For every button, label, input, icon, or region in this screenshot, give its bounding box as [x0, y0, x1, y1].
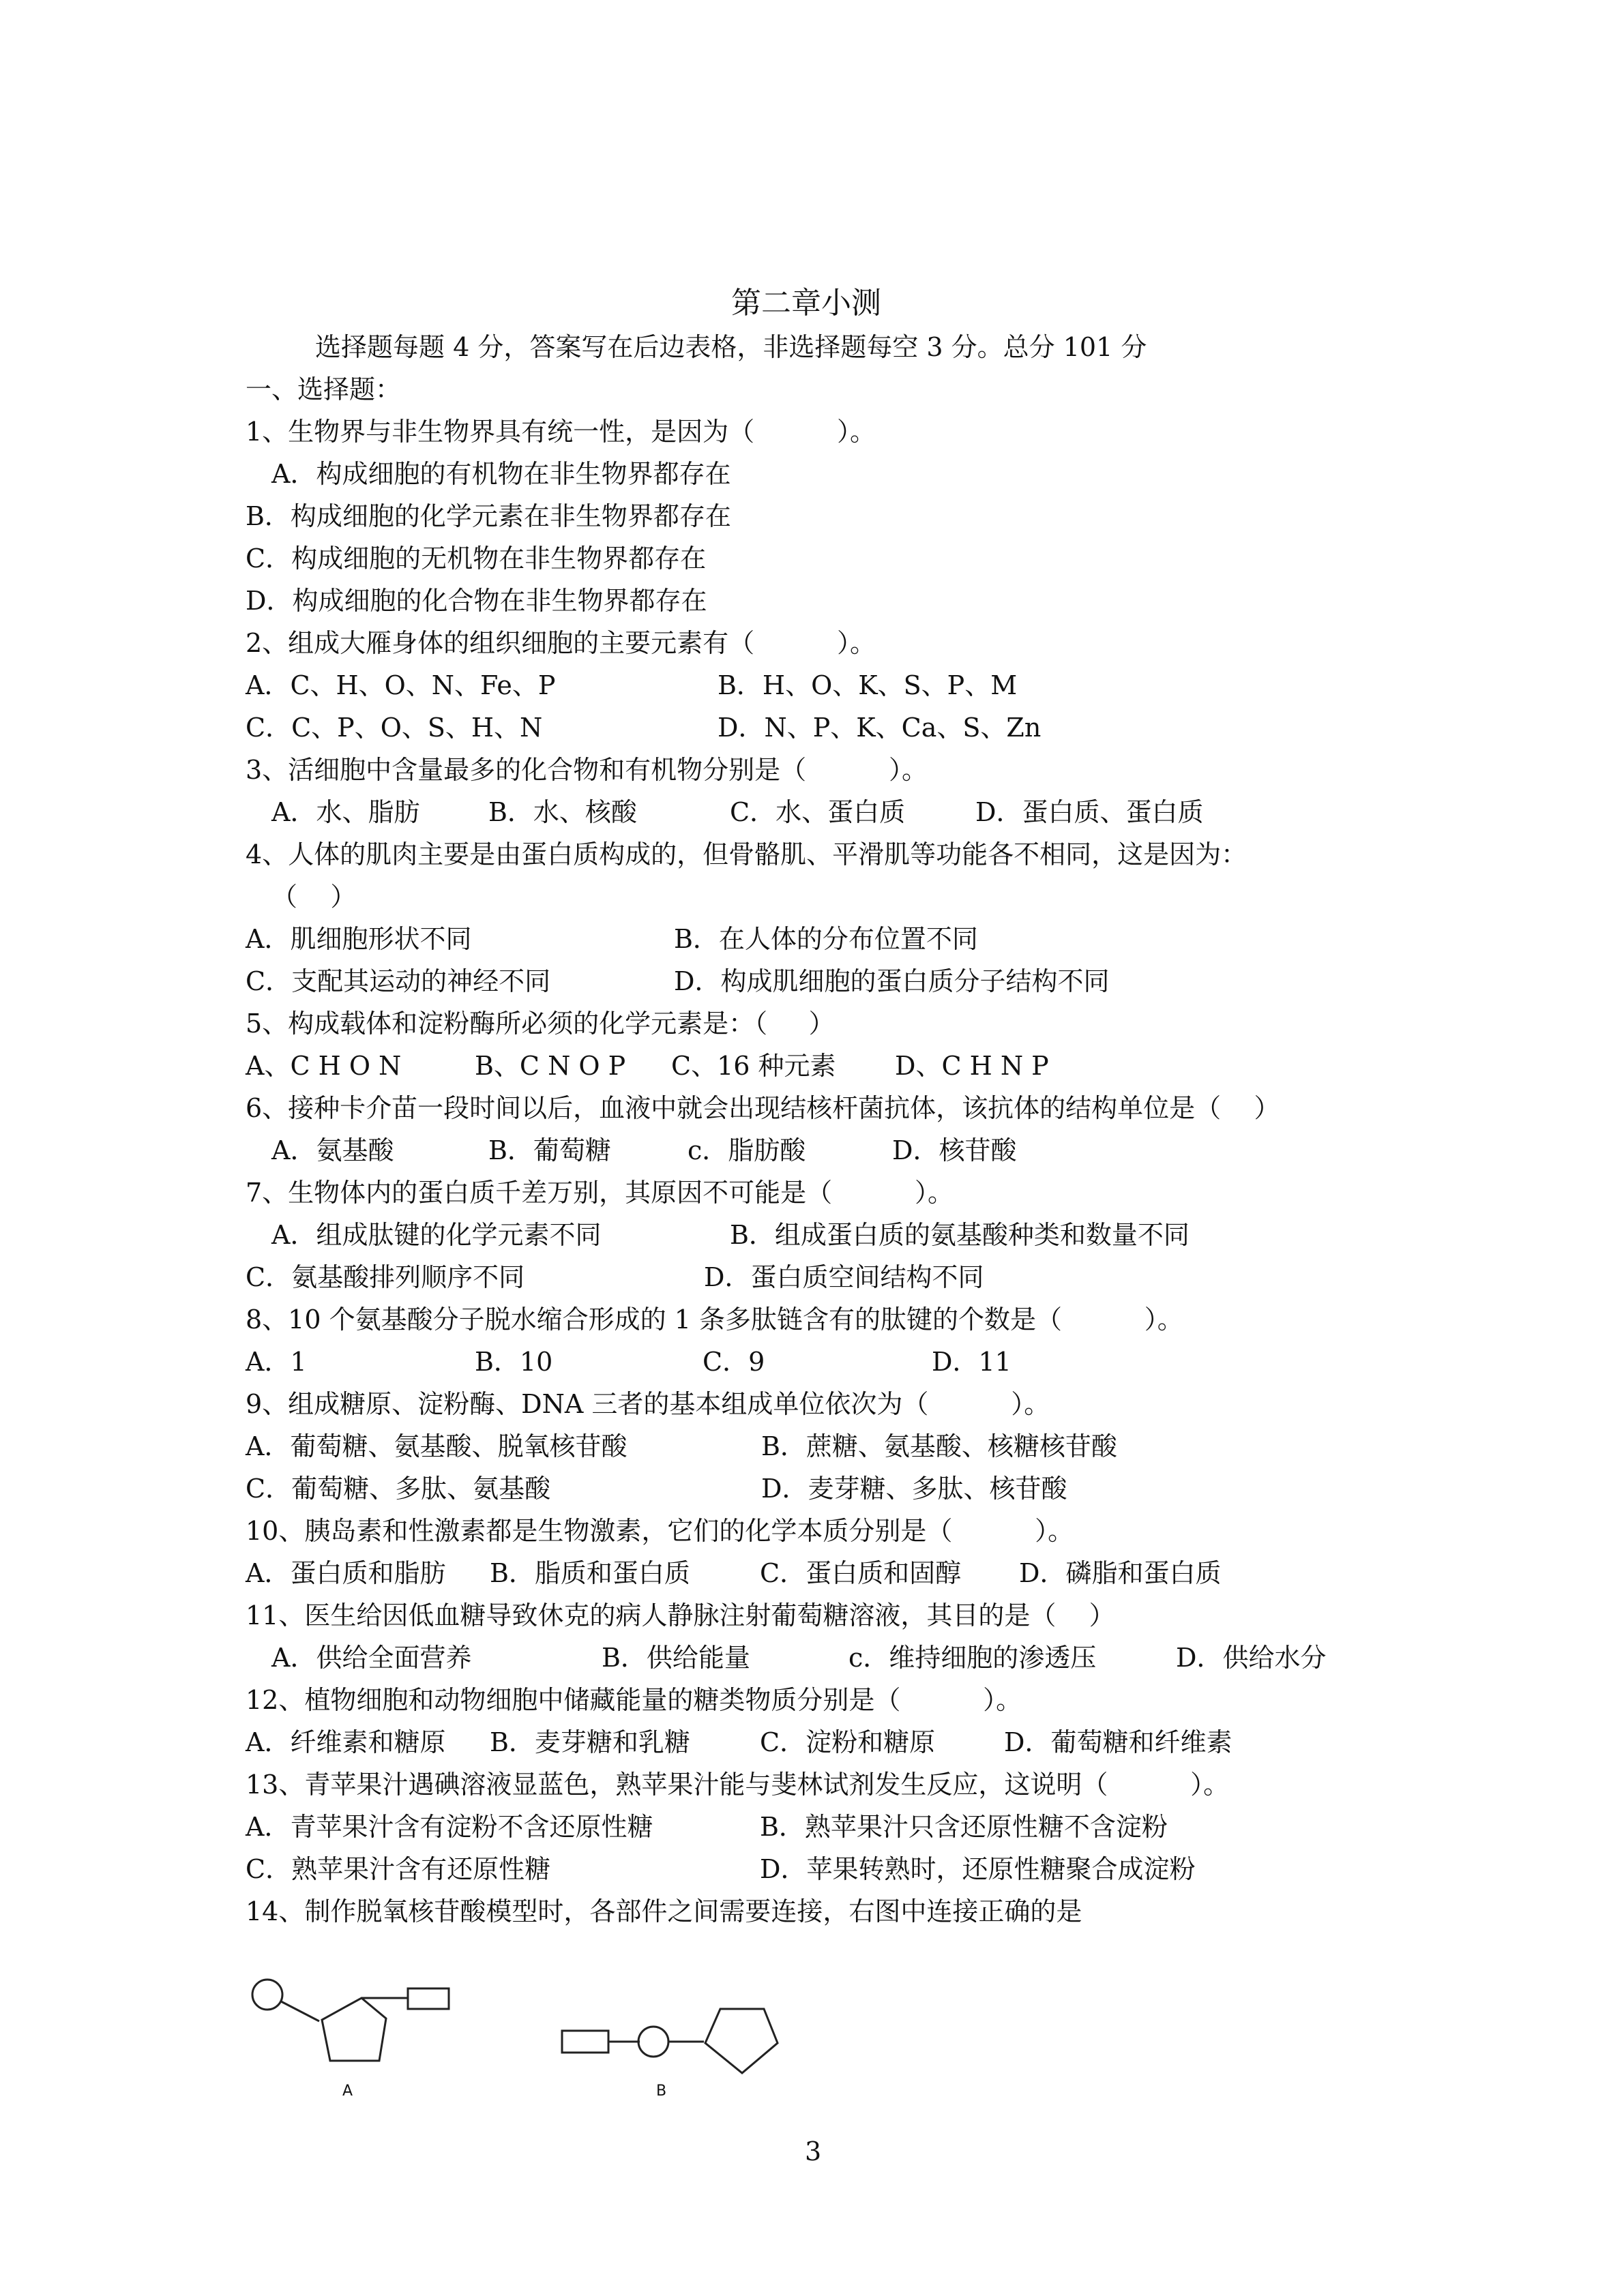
- question-1-stem: 1、生物界与非生物界具有统一性，是因为（ ）。: [246, 417, 876, 447]
- question-13-stem: 13、青苹果汁遇碘溶液显蓝色，熟苹果汁能与斐林试剂发生反应，这说明（ ）。: [246, 1770, 1230, 1800]
- question-6-option-b: B．葡萄糖: [488, 1135, 611, 1165]
- question-8-stem: 8、10 个氨基酸分子脱水缩合形成的 1 条多肽链含有的肽键的个数是（ ）。: [246, 1304, 1183, 1335]
- question-2-option-d: D．N、P、K、Ca、S、Zn: [718, 713, 1042, 743]
- question-7-option-c: C．氨基酸排列顺序不同: [246, 1262, 525, 1292]
- question-11-stem: 11、医生给因低血糖导致休克的病人静脉注射葡萄糖溶液，其目的是（ ）: [246, 1600, 1115, 1630]
- phosphate-circle: [638, 2027, 668, 2057]
- question-6-stem: 6、接种卡介苗一段时间以后，血液中就会出现结核杆菌抗体，该抗体的结构单位是（ ）: [246, 1093, 1280, 1123]
- question-4-option-d: D．构成肌细胞的蛋白质分子结构不同: [674, 966, 1110, 996]
- question-12-option-b: B．麦芽糖和乳糖: [490, 1727, 690, 1757]
- question-7-stem: 7、生物体内的蛋白质千差万别，其原因不可能是（ ）。: [246, 1178, 954, 1208]
- question-2-option-a: A．C、H、O、N、Fe、P: [246, 670, 556, 700]
- question-8-option-b: B．10: [475, 1347, 553, 1377]
- question-8-option-c: C．9: [703, 1347, 765, 1377]
- phosphate-circle: [252, 1980, 282, 2010]
- question-5-option-b: B、C N O P: [475, 1051, 626, 1081]
- page-title: 第二章小测: [731, 286, 881, 320]
- question-13-option-a: A．青苹果汁含有淀粉不含还原性糖: [246, 1812, 653, 1842]
- question-2-option-b: B．H、O、K、S、P、M: [718, 670, 1018, 700]
- question-13-option-d: D．苹果转熟时，还原性糖聚合成淀粉: [760, 1854, 1196, 1884]
- question-12-stem: 12、植物细胞和动物细胞中储藏能量的糖类物质分别是（ ）。: [246, 1685, 1022, 1715]
- question-10-option-d: D．磷脂和蛋白质: [1019, 1558, 1222, 1588]
- question-5-stem: 5、构成载体和淀粉酶所必须的化学元素是：（ ）: [246, 1009, 835, 1039]
- question-7-option-b: B．组成蛋白质的氨基酸种类和数量不同: [730, 1220, 1190, 1250]
- question-9-option-a: A．葡萄糖、氨基酸、脱氧核苷酸: [246, 1431, 628, 1461]
- page-number: 3: [805, 2136, 822, 2166]
- question-13-option-c: C．熟苹果汁含有还原性糖: [246, 1854, 551, 1884]
- question-7-option-a: A．组成肽键的化学元素不同: [271, 1220, 602, 1250]
- question-3-stem: 3、活细胞中含量最多的化合物和有机物分别是（ ）。: [246, 755, 928, 785]
- question-11-option-b: B．供给能量: [602, 1643, 750, 1673]
- question-11-option-a: A．供给全面营养: [271, 1643, 472, 1673]
- question-4-option-c: C．支配其运动的神经不同: [246, 966, 551, 996]
- section-heading: 一、选择题：: [246, 374, 402, 404]
- question-3-option-c: C．水、蛋白质: [730, 797, 906, 827]
- question-9-option-b: B．蔗糖、氨基酸、核糖核苷酸: [761, 1431, 1117, 1461]
- question-9-stem: 9、组成糖原、淀粉酶、DNA 三者的基本组成单位依次为（ ）。: [246, 1389, 1050, 1419]
- question-10-option-c: C．蛋白质和固醇: [760, 1558, 962, 1588]
- sugar-pentagon: [322, 1998, 386, 2061]
- question-12-option-c: C．淀粉和糖原: [760, 1727, 936, 1757]
- question-1-option-b: B．构成细胞的化学元素在非生物界都存在: [246, 501, 731, 531]
- instructions: 选择题每题 4 分，答案写在后边表格，非选择题每空 3 分。总分 101 分: [315, 332, 1147, 362]
- question-11-option-c: c．维持细胞的渗透压: [848, 1643, 1097, 1673]
- question-4-option-b: B．在人体的分布位置不同: [674, 924, 978, 954]
- question-4-option-a: A．肌细胞形状不同: [246, 924, 472, 954]
- question-1-option-d: D．构成细胞的化合物在非生物界都存在: [246, 586, 707, 616]
- question-8-option-a: A．1: [246, 1347, 307, 1377]
- nucleotide-model-a: [246, 1964, 464, 2114]
- question-3-option-d: D．蛋白质、蛋白质: [975, 797, 1204, 827]
- question-12-option-a: A．纤维素和糖原: [246, 1727, 446, 1757]
- question-4-stem: 4、人体的肌肉主要是由蛋白质构成的，但骨骼肌、平滑肌等功能各不相同，这是因为：: [246, 839, 1247, 869]
- base-rectangle: [408, 1988, 449, 2009]
- question-5-option-d: D、C H N P: [895, 1051, 1049, 1081]
- question-8-option-d: D．11: [932, 1347, 1012, 1377]
- question-11-option-d: D．供给水分: [1176, 1643, 1327, 1673]
- question-10-option-b: B．脂质和蛋白质: [490, 1558, 690, 1588]
- figure-a-label: A: [342, 2083, 353, 2100]
- question-3-option-b: B．水、核酸: [488, 797, 637, 827]
- base-rectangle: [562, 2031, 608, 2053]
- question-13-option-b: B．熟苹果汁只含还原性糖不含淀粉: [760, 1812, 1168, 1842]
- question-12-option-d: D．葡萄糖和纤维素: [1004, 1727, 1232, 1757]
- question-10-stem: 10、胰岛素和性激素都是生物激素，它们的化学本质分别是（ ）。: [246, 1516, 1074, 1546]
- question-1-option-a: A．构成细胞的有机物在非生物界都存在: [271, 459, 731, 489]
- figure-b-label: B: [656, 2083, 667, 2100]
- question-6-option-c: c．脂肪酸: [688, 1135, 806, 1165]
- question-10-option-a: A．蛋白质和脂肪: [246, 1558, 446, 1588]
- question-5-option-c: C、16 种元素: [671, 1051, 836, 1081]
- question-14-stem: 14、制作脱氧核苷酸模型时，各部件之间需要连接，右图中连接正确的是: [246, 1896, 1082, 1926]
- sugar-pentagon: [705, 2009, 778, 2073]
- question-4-stem-cont: （ ）: [271, 882, 357, 912]
- question-2-option-c: C．C、P、O、S、H、N: [246, 713, 543, 743]
- nucleotide-model-b: [559, 1971, 791, 2121]
- question-2-stem: 2、组成大雁身体的组织细胞的主要元素有（ ）。: [246, 628, 876, 658]
- question-9-option-d: D．麦芽糖、多肽、核苷酸: [761, 1474, 1067, 1504]
- question-6-option-d: D．核苷酸: [892, 1135, 1017, 1165]
- question-9-option-c: C．葡萄糖、多肽、氨基酸: [246, 1474, 551, 1504]
- question-6-option-a: A．氨基酸: [271, 1135, 394, 1165]
- question-1-option-c: C．构成细胞的无机物在非生物界都存在: [246, 543, 707, 573]
- question-3-option-a: A．水、脂肪: [271, 797, 420, 827]
- question-7-option-d: D．蛋白质空间结构不同: [704, 1262, 984, 1292]
- question-5-option-a: A、C H O N: [246, 1051, 402, 1081]
